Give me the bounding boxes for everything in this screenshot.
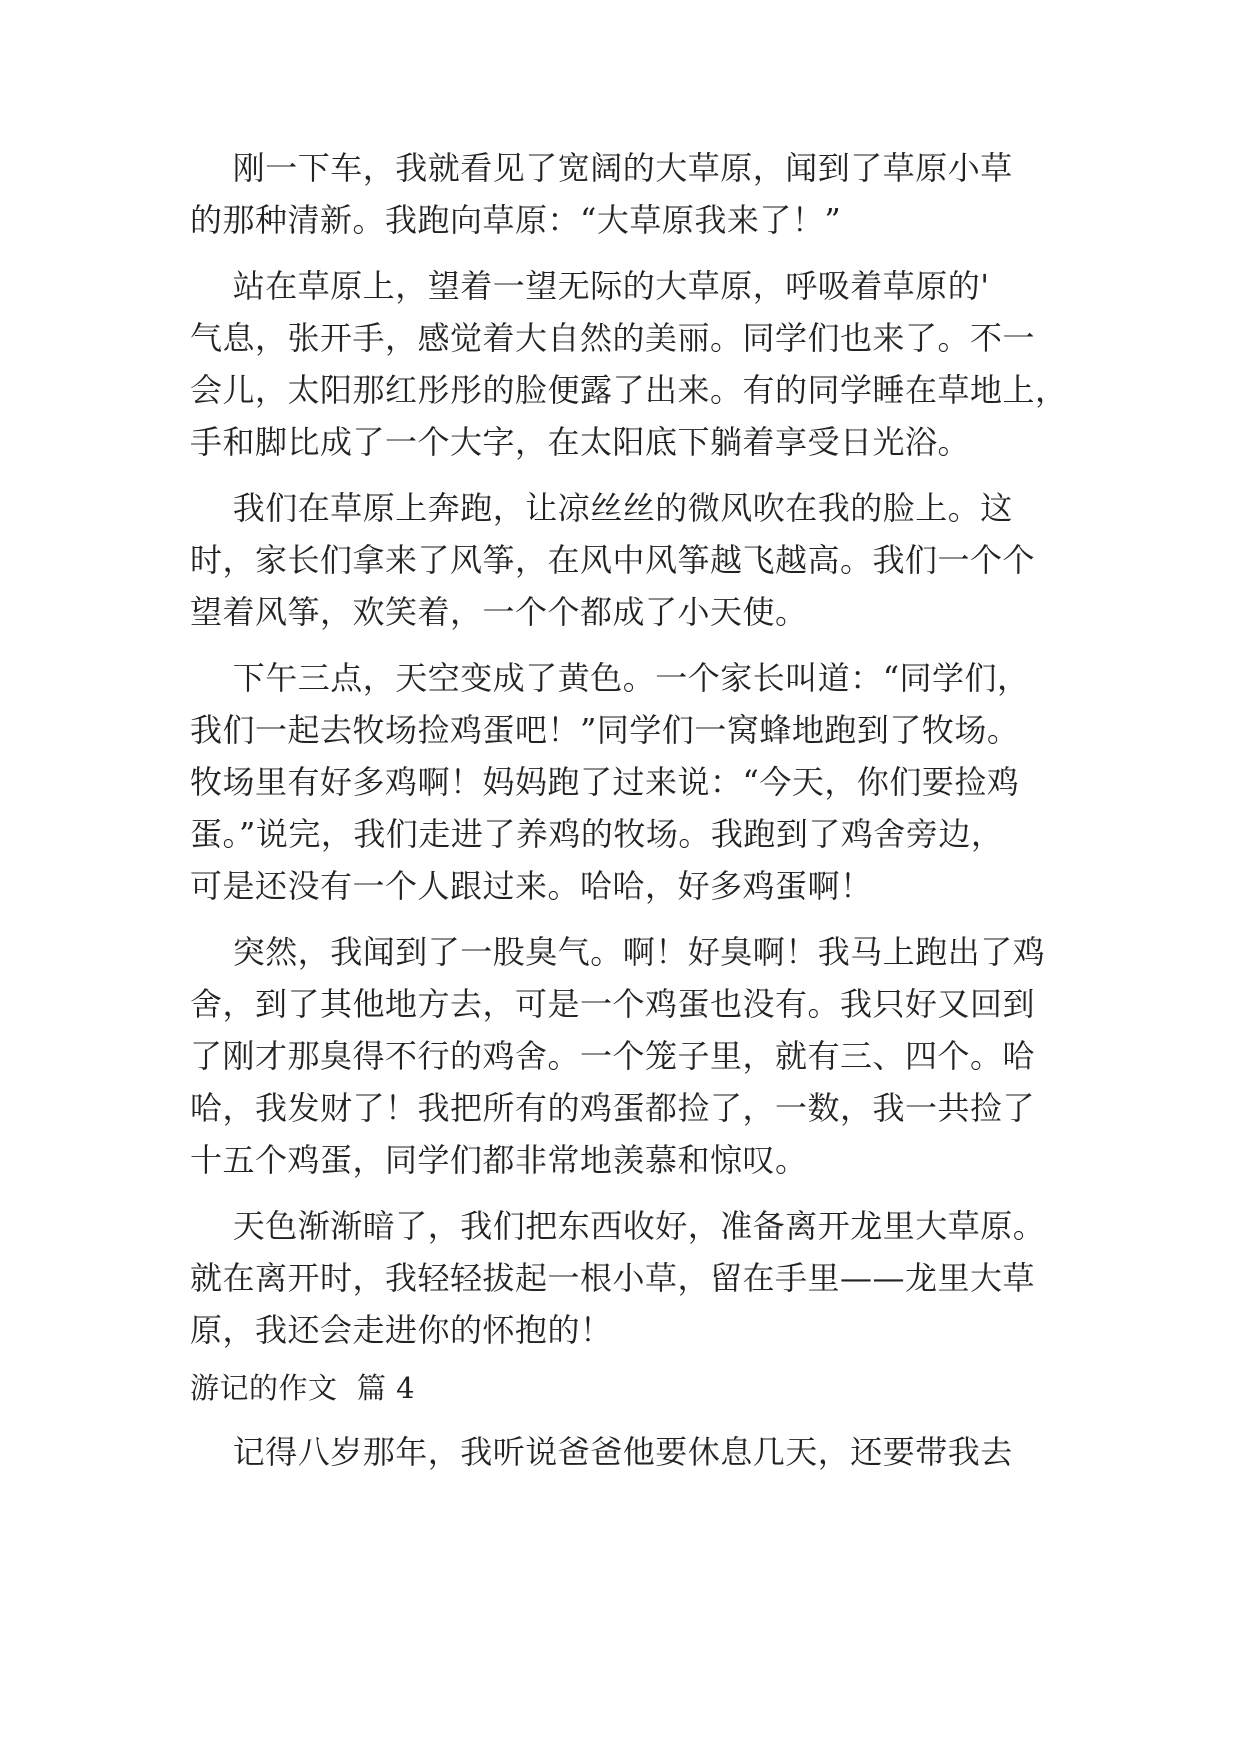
paragraph-line: 突然，我闻到了一股臭气。啊！好臭啊！我马上跑出了鸡: [190, 933, 1046, 971]
paragraph-line: 原，我还会走进你的怀抱的！: [190, 1311, 613, 1349]
paragraph-line: 手和脚比成了一个大字，在太阳底下躺着享受日光浴。: [190, 423, 971, 461]
paragraph-line: 气息，张开手，感觉着大自然的美丽。同学们也来了。不一: [190, 319, 1036, 357]
paragraph-line: 的那种清新。我跑向草原：“大草原我来了！”: [190, 201, 842, 239]
paragraph-line: 天色渐渐暗了，我们把东西收好，准备离开龙里大草原。: [190, 1207, 1046, 1245]
paragraph-line: 舍，到了其他地方去，可是一个鸡蛋也没有。我只好又回到: [190, 985, 1036, 1023]
paragraph-line: 记得八岁那年，我听说爸爸他要休息几天，还要带我去: [190, 1433, 1013, 1471]
paragraph-line: 哈，我发财了！我把所有的鸡蛋都捡了，一数，我一共捡了: [190, 1089, 1036, 1127]
paragraph-line: 可是还没有一个人跟过来。哈哈，好多鸡蛋啊！: [190, 867, 873, 905]
paragraph-line: 望着风筝，欢笑着，一个个都成了小天使。: [190, 593, 808, 631]
section-heading: 游记的作文 篇 4: [190, 1371, 416, 1405]
paragraph-line: 站在草原上，望着一望无际的大草原，呼吸着草原的': [190, 267, 990, 305]
paragraph-line: 十五个鸡蛋，同学们都非常地羡慕和惊叹。: [190, 1141, 808, 1179]
paragraph-line: 牧场里有好多鸡啊！妈妈跑了过来说：“今天，你们要捡鸡: [190, 763, 1020, 801]
paragraph-line: 下午三点，天空变成了黄色。一个家长叫道：“同学们，: [190, 659, 1030, 697]
paragraph-line: 会儿，太阳那红彤彤的脸便露了出来。有的同学睡在草地上，: [190, 371, 1068, 409]
paragraph-line: 蛋。”说完，我们走进了养鸡的牧场。我跑到了鸡舍旁边，: [190, 815, 1004, 853]
paragraph-line: 我们在草原上奔跑，让凉丝丝的微风吹在我的脸上。这: [190, 489, 1013, 527]
paragraph-line: 时，家长们拿来了风筝，在风中风筝越飞越高。我们一个个: [190, 541, 1036, 579]
paragraph-line: 了刚才那臭得不行的鸡舍。一个笼子里，就有三、四个。哈: [190, 1037, 1036, 1075]
paragraph-line: 就在离开时，我轻轻拔起一根小草，留在手里——龙里大草: [190, 1259, 1036, 1297]
paragraph-line: 我们一起去牧场捡鸡蛋吧！”同学们一窝蜂地跑到了牧场。: [190, 711, 1020, 749]
paragraph-line: 刚一下车，我就看见了宽阔的大草原，闻到了草原小草: [190, 149, 1013, 187]
